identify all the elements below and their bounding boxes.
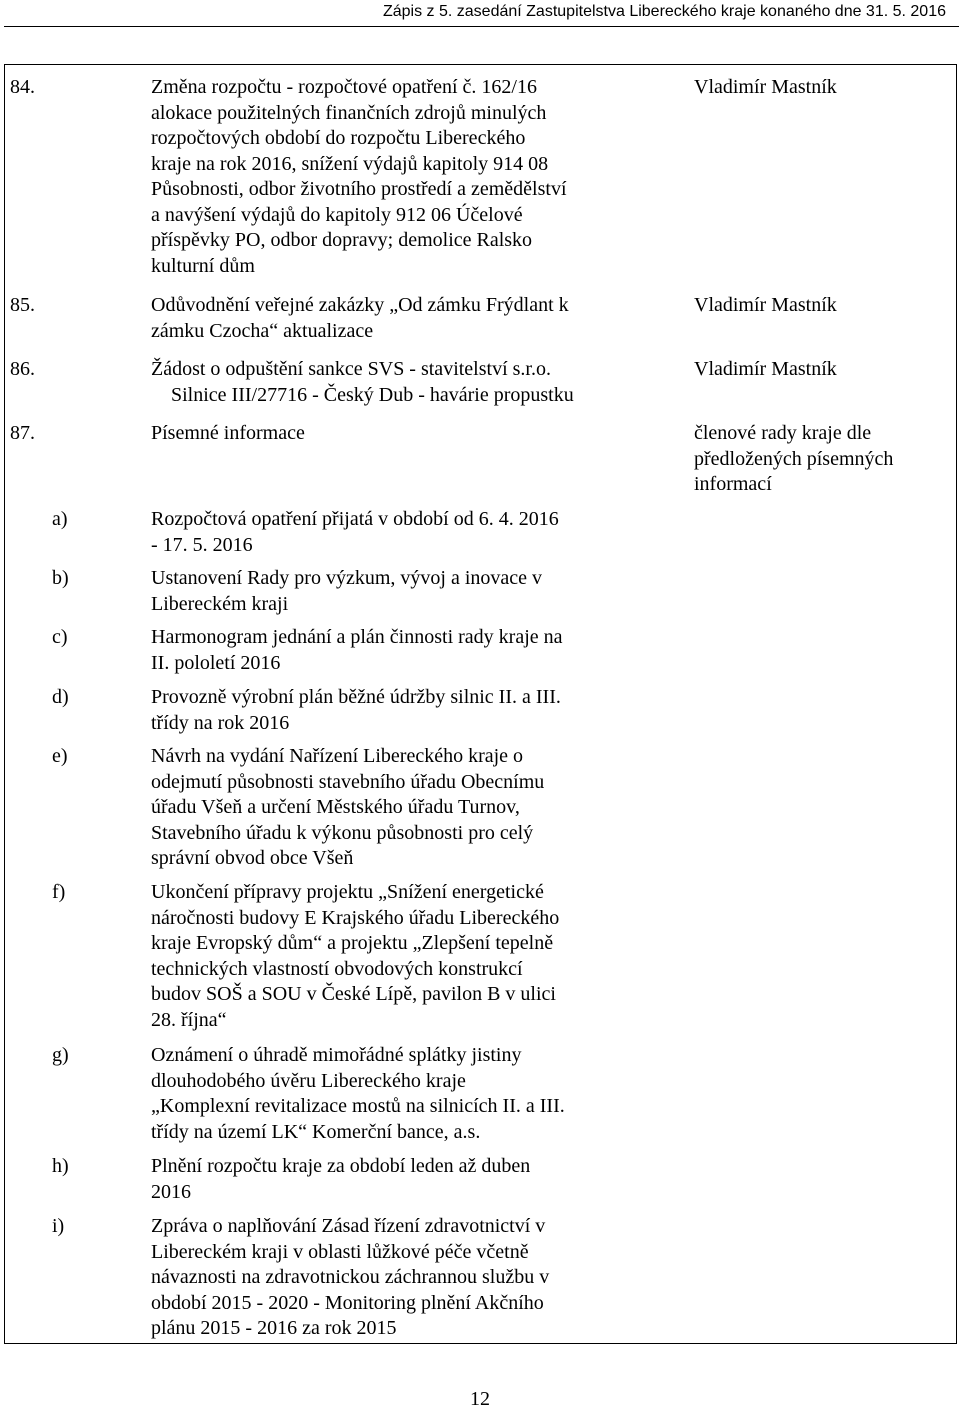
subitem-line: 28. října“ [151,1008,227,1031]
subitem-text [151,744,544,872]
item-title-line: Písemné informace [151,422,305,444]
item-presenter [694,357,837,383]
item-title-line: Změna rozpočtu - rozpočtové opatření č. 162/16 [151,76,537,98]
subitem-line: Stavebního úřadu k výkonu působnosti pro celý [151,821,534,844]
subitem-line: plánu 2015 - 2016 za rok 2015 [151,1317,397,1339]
presenter-line: členové rady kraje dle [694,422,872,444]
item-title-line: Žádost o odpuštění sankce SVS - stavitelství s.r.o. [151,358,551,380]
subitem-line: dlouhodobého úvěru Libereckého kraje [151,1069,466,1092]
subitem-line: Návrh na vydání Nařízení Libereckého kraje o [151,745,524,767]
subitem-line: budov SOŠ a SOU v České Lípě, pavilon B v ulici [151,983,556,1005]
subitem-line: II. pololetí 2016 [151,651,281,674]
item-title-line: kraje na rok 2016, snížení výdajů kapitoly 914 08 [151,152,549,175]
subitem-line: Rozpočtová opatření přijatá v období od 6. 4. 2016 [151,508,559,530]
header-title: Zápis z 5. zasedání Zastupitelstva Libereckého kraje konaného dne 31. 5. 2016 [382,3,946,20]
subitem-letter: e) [52,745,68,767]
item-presenter [694,421,893,498]
item-title [151,421,305,447]
item-number: 84. [10,76,35,98]
item-title-line: zámku Czocha“ aktualizace [151,319,374,342]
item-title-line: rozpočtových období do rozpočtu Libereckého [151,127,526,149]
subitem-text [151,685,561,736]
header-rule [4,26,959,27]
subitem-line: Plnění rozpočtu kraje za období leden až duben [151,1155,531,1177]
item-number: 86. [10,358,35,380]
subitem-line: správní obvod obce Všeň [151,847,354,869]
subitem-line: návaznosti na zdravotnickou záchrannou službu v [151,1266,550,1288]
page-number: 12 [470,1388,490,1410]
subitem-line: Provozně výrobní plán běžné údržby silnic II. a III. [151,686,561,708]
subitem-line: odejmutí působnosti stavebního úřadu Obecnímu [151,770,545,793]
item-title [151,75,567,279]
item-title-line: příspěvky PO, odbor dopravy; demolice Ralsko [151,229,533,251]
subitem-text [151,1154,530,1205]
item-number: 85. [10,294,35,316]
subitem-line: Zpráva o naplňování Zásad řízení zdravotnictví v [151,1215,546,1237]
subitem-letter: i) [52,1215,65,1237]
presenter-line: informací [694,473,772,495]
subitem-text [151,507,559,558]
item-title-line: alokace použitelných finančních zdrojů minulých [151,101,547,124]
subitem-line: náročnosti budovy E Krajského úřadu Libereckého [151,906,560,929]
subitem-line: třídy na území LK“ Komerční bance, a.s. [151,1120,481,1143]
subitem-line: Harmonogram jednání a plán činnosti rady kraje na [151,626,563,648]
item-title-line: Působnosti, odbor životního prostředí a zemědělství [151,178,567,200]
subitem-line: Ustanovení Rady pro výzkum, vývoj a inovace v [151,567,543,589]
subitem-line: Libereckém kraji v oblasti lůžkové péče včetně [151,1240,529,1263]
subitem-line: kraje Evropský dům“ a projektu „Zlepšení tepelně [151,932,554,954]
subitem-line: třídy na rok 2016 [151,711,290,734]
subitem-line: „Komplexní revitalizace mostů na silnicích II. a III. [151,1095,565,1117]
subitem-text [151,880,559,1033]
subitem-letter: h) [52,1155,69,1177]
subitem-line: Ukončení přípravy projektu „Snížení energetické [151,881,544,903]
item-title-line: Odůvodnění veřejné zakázky „Od zámku Frýdlant k [151,294,569,316]
subitem-line: technických vlastností obvodových konstrukcí [151,957,523,980]
subitem-line: období 2015 - 2020 - Monitoring plnění Akčního [151,1291,544,1314]
subitem-line: úřadu Všeň a určení Městského úřadu Turnov, [151,796,520,818]
subitem-text [151,1214,549,1342]
subitem-text [151,566,542,617]
subitem-letter: c) [52,626,68,648]
subitem-text [151,625,563,676]
presenter-line: Vladimír Mastník [694,294,837,316]
presenter-line: předložených písemných [694,447,894,470]
subitem-line: 2016 [151,1180,191,1203]
subitem-letter: a) [52,508,68,530]
item-title-line: a navýšení výdajů do kapitoly 912 06 Účelové [151,203,523,226]
item-title [151,293,569,344]
item-presenter [694,75,837,101]
item-presenter [694,293,837,319]
item-title-line: kulturní dům [151,254,255,277]
subitem-line: Libereckém kraji [151,592,289,615]
item-title-line: Silnice III/27716 - Český Dub - havárie propustku [171,383,574,406]
item-title [151,357,574,408]
presenter-line: Vladimír Mastník [694,358,837,380]
subitem-letter: d) [52,686,69,708]
subitem-letter: g) [52,1044,69,1066]
subitem-line: - 17. 5. 2016 [151,533,253,556]
item-number: 87. [10,422,35,444]
subitem-letter: f) [52,881,66,903]
subitem-text [151,1043,565,1145]
presenter-line: Vladimír Mastník [694,76,837,98]
subitem-letter: b) [52,567,69,589]
subitem-line: Oznámení o úhradě mimořádné splátky jistiny [151,1044,522,1066]
